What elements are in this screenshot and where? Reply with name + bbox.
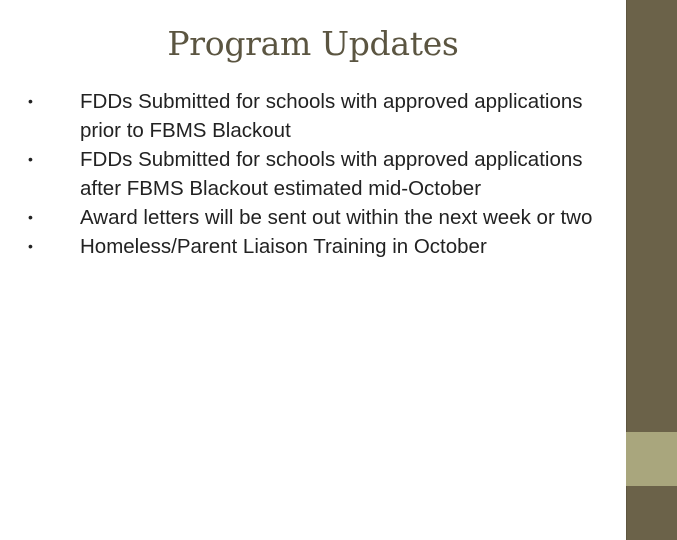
bullet-item [28, 87, 618, 145]
bullet-list [28, 87, 618, 261]
bullet-text: FDDs Submitted for schools with approved applications after FBMS Blackout estimated mid-October [80, 148, 583, 200]
bullet-item [28, 232, 618, 261]
bullet-item [28, 203, 618, 232]
side-band-accent [626, 432, 677, 486]
bullet-marker: • [28, 151, 33, 167]
bullet-text: Homeless/Parent Liaison Training in October [80, 235, 487, 258]
slide-title: Program Updates [167, 24, 459, 63]
bullet-text: FDDs Submitted for schools with approved applications prior to FBMS Blackout [80, 90, 583, 142]
bullet-text: Award letters will be sent out within the next week or two [80, 206, 593, 229]
bullet-marker: • [28, 93, 33, 109]
bullet-marker: • [28, 209, 33, 225]
bullet-marker: • [28, 238, 33, 254]
bullet-item [28, 145, 618, 203]
